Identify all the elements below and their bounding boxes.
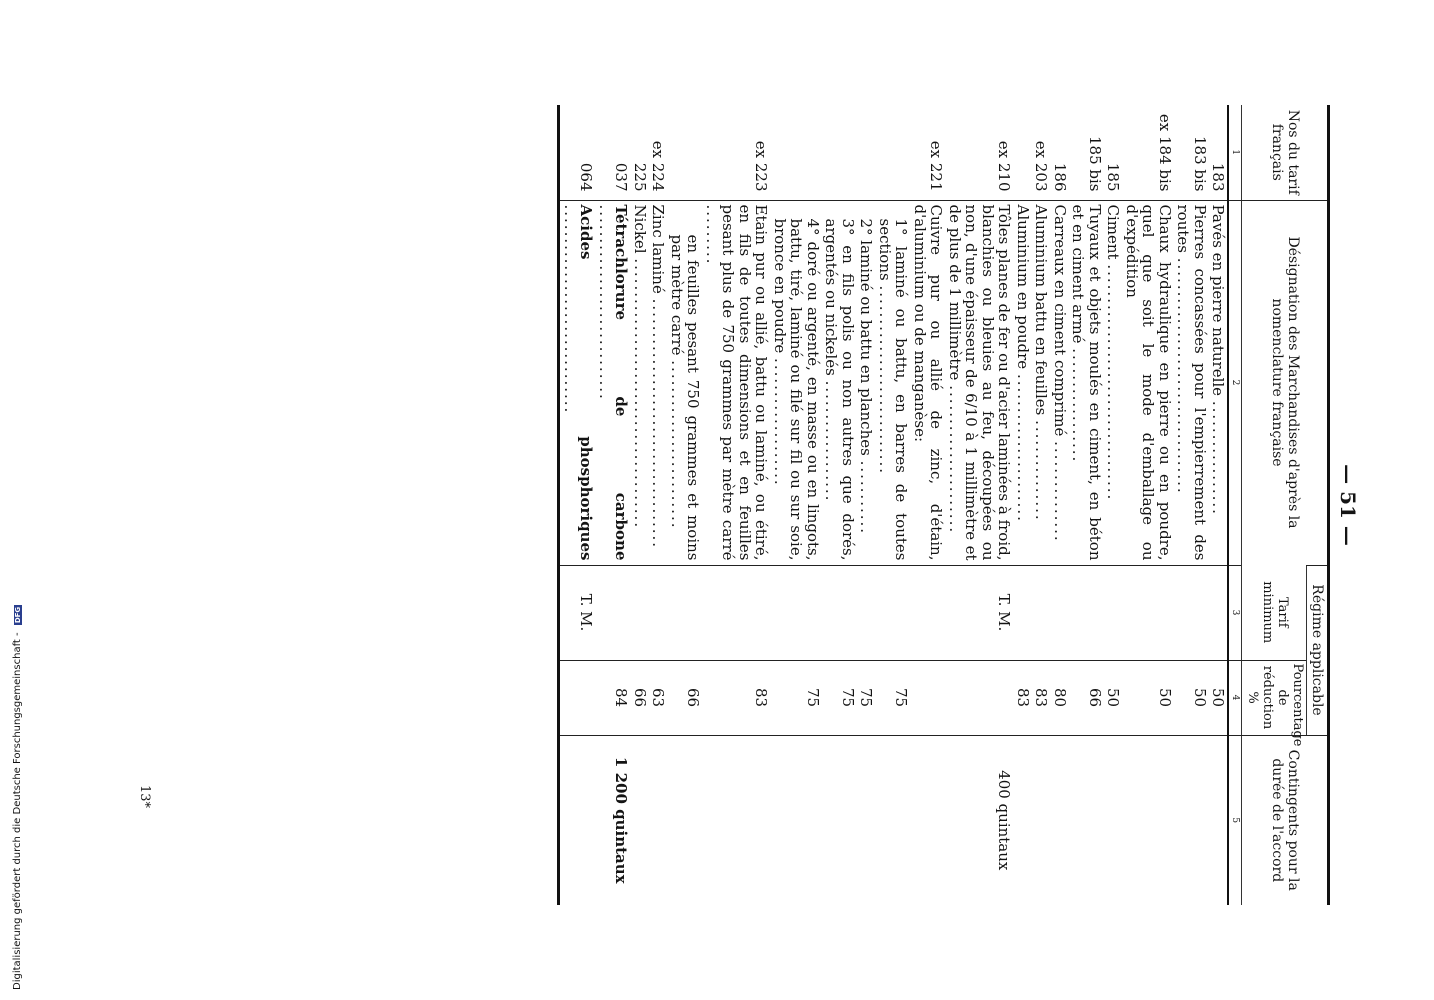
tarif-minimum-cell — [822, 565, 857, 660]
tarif-minimum-cell — [702, 565, 770, 660]
reduction-cell: 84 — [595, 660, 630, 735]
reduction-cell: 75 — [822, 660, 857, 735]
dot-leader: ................................... — [1104, 264, 1123, 502]
reduction-cell: 83 — [702, 660, 770, 735]
dot-leader: ................... — [770, 358, 789, 487]
reduction-cell: 50 — [1209, 660, 1229, 735]
designation-text: Tétrachlorure de carbone — [612, 204, 631, 561]
designation-cell — [1013, 200, 1032, 565]
designation-cell — [1069, 200, 1104, 565]
contingent-cell — [1104, 735, 1123, 905]
tarif-number-cell: ex 224 — [649, 140, 668, 192]
dot-leader: ...................... — [1013, 373, 1032, 523]
column-number: 5 — [1228, 735, 1242, 905]
designation-cell — [1032, 200, 1051, 565]
table-row — [595, 105, 630, 905]
designation-cell — [559, 200, 596, 565]
reduction-cell: 75 — [875, 660, 910, 735]
table-row — [630, 105, 649, 905]
designation-cell — [1174, 200, 1209, 565]
table-row — [770, 105, 822, 905]
designation-text: Cuivre pur ou allié de zinc, d'étain, d'aluminium ou de manganèse: — [910, 204, 946, 561]
dot-leader: ................................... — [1174, 257, 1193, 495]
designation-text: Zinc laminé — [649, 204, 668, 294]
designation-cell — [667, 200, 702, 565]
designation-cell — [1104, 200, 1123, 565]
tarif-number-cell — [822, 105, 857, 200]
designation-text: Etain pur ou allié, battu ou laminé, ou étiré, en fils de toutes dimensions et en feuilles pesant plus de 750 grammes par mètre carré — [719, 204, 771, 561]
reduction-cell — [559, 660, 596, 735]
tarif-number-cell: 183 — [1209, 105, 1229, 200]
dot-leader: ................. — [1069, 348, 1088, 464]
table-row — [1122, 105, 1174, 905]
designation-text: 3° en fils polis ou non autres que dorés, argentés ou nickelés — [822, 218, 857, 561]
tarif-number-cell: ex 223 — [752, 140, 771, 192]
table-row — [1032, 105, 1051, 905]
dot-leader: ........................................ — [630, 258, 649, 530]
table-row — [702, 105, 770, 905]
designation-cell — [649, 200, 668, 565]
contingent-cell — [857, 735, 876, 905]
tarif-number-cell: ex 221 — [927, 140, 946, 192]
reduction-cell: 50 — [1104, 660, 1123, 735]
column-number: 2 — [1228, 200, 1242, 565]
tarif-number-cell: 225 — [630, 162, 649, 192]
tarif-minimum-cell — [595, 565, 630, 660]
header-tarif-number: Nos du tarif français — [1242, 105, 1329, 200]
rotated-page — [100, 95, 1360, 915]
tarif-number-cell — [1013, 105, 1032, 200]
tariff-table — [557, 105, 1330, 905]
designation-text: Pierres concassées pour l'empierrement des routes — [1174, 204, 1209, 561]
dot-leader: ..................................... — [649, 298, 668, 550]
tarif-minimum-cell — [1209, 565, 1229, 660]
tarif-number-cell: 183 bis — [1190, 136, 1209, 192]
contingent-cell — [1032, 735, 1051, 905]
reduction-cell: 63 — [649, 660, 668, 735]
table-row — [1050, 105, 1069, 905]
header-designation: Désignation des Marchandises d'après la nomenclature française — [1242, 200, 1329, 565]
designation-text: 2° laminé ou battu en planches — [857, 218, 876, 456]
designation-text: en feuilles pesant 750 grammes et moins par mètre carré — [667, 234, 703, 561]
tarif-number-cell: ex 203 — [1032, 140, 1051, 192]
table-row — [667, 105, 702, 905]
tarif-minimum-cell — [667, 565, 702, 660]
reduction-cell: 83 — [1013, 660, 1032, 735]
designation-text: Tôles planes de fer ou d'acier laminées à froid, blanchies ou bleuies au feu, découpées ou non, d'une épaisseur de 6/10 à 1 millimètre et de plus de 1 millimètre — [945, 204, 1014, 561]
table-row — [1069, 105, 1104, 905]
designation-cell — [1209, 200, 1229, 565]
reduction-cell: 50 — [1174, 660, 1209, 735]
contingent-cell — [822, 735, 857, 905]
tarif-number-cell: 064 — [559, 105, 596, 200]
reduction-cell: 83 — [1032, 660, 1051, 735]
designation-text: Tuyaux et objets moulés en ciment, en béton et en ciment armé — [1069, 204, 1104, 561]
table-row — [649, 105, 668, 905]
table-row — [910, 105, 945, 905]
tarif-minimum-cell — [910, 565, 945, 660]
header-contingents: Contingents pour la durée de l'accord — [1242, 735, 1329, 905]
table-row — [559, 105, 596, 905]
column-number: 1 — [1228, 105, 1242, 200]
designation-text: 4° doré ou argenté, en masse ou en lingots, battu, tiré, laminé ou filé sur fil ou sur soie, bronce en poudre — [770, 218, 822, 561]
table-body — [559, 105, 1229, 905]
designation-cell — [1050, 200, 1069, 565]
table-row — [1209, 105, 1229, 905]
reduction-cell: 66 — [667, 660, 702, 735]
tarif-minimum-cell — [1122, 565, 1174, 660]
dot-leader: ...................... — [945, 385, 964, 535]
designation-cell — [630, 200, 649, 565]
table-row — [1104, 105, 1123, 905]
contingent-cell — [1050, 735, 1069, 905]
tarif-number-cell: ex 210 — [995, 140, 1014, 192]
reduction-cell: 50 — [1122, 660, 1174, 735]
tarif-number-cell — [857, 105, 876, 200]
footnote: 13* — [137, 785, 152, 809]
designation-cell — [1122, 200, 1174, 565]
designation-cell — [822, 200, 857, 565]
tarif-number-cell — [667, 105, 702, 200]
tarif-minimum-cell — [630, 565, 649, 660]
dot-leader: ........... — [857, 460, 876, 536]
digitization-note-text: Digitalisierung gefördert durch die Deutsche Forschungsgemeinschaft - — [12, 632, 23, 990]
designation-text: Acides phosphoriques — [577, 204, 596, 561]
tarif-minimum-cell: T. M. — [945, 565, 1013, 660]
reduction-cell — [945, 660, 1013, 735]
contingent-cell — [1122, 735, 1174, 905]
designation-cell — [857, 200, 876, 565]
designation-cell — [595, 200, 630, 565]
table-row — [822, 105, 857, 905]
designation-text: Carreaux en ciment comprimé — [1050, 204, 1069, 437]
dot-leader: ............................. — [595, 204, 614, 401]
reduction-cell: 66 — [1069, 660, 1104, 735]
dot-leader: ............... — [1032, 420, 1051, 522]
contingent-cell — [630, 735, 649, 905]
tarif-number-cell: 185 — [1104, 162, 1123, 192]
tarif-number-cell: 185 bis — [1085, 136, 1104, 192]
designation-cell — [875, 200, 910, 565]
tarif-number-cell: 186 — [1050, 162, 1069, 192]
dot-leader: ......................... — [667, 360, 686, 530]
tarif-minimum-cell: T. M. — [559, 565, 596, 660]
designation-text: Pavés en pierre naturelle — [1209, 204, 1228, 397]
designation-text: Chaux hydraulique en pierre ou en poudre, quel que soit le mode d'emballage ou d'expédition — [1122, 204, 1174, 561]
reduction-cell: 75 — [770, 660, 822, 735]
contingent-cell — [1209, 735, 1229, 905]
designation-cell — [770, 200, 822, 565]
header-tarif-minimum: Tarif minimum — [1242, 565, 1307, 660]
reduction-cell: 75 — [857, 660, 876, 735]
column-number: 3 — [1228, 565, 1242, 660]
dot-leader: ............................... — [560, 204, 579, 415]
dot-leader: ............................ — [875, 285, 894, 475]
table-header — [1228, 105, 1328, 905]
tarif-number-cell: ex 184 bis — [1155, 113, 1174, 192]
designation-text: Nickel — [630, 204, 649, 254]
contingent-cell — [667, 735, 702, 905]
contingent-cell: 400 quintaux — [945, 735, 1013, 905]
table-row — [1174, 105, 1209, 905]
header-regime: Régime applicable — [1306, 565, 1328, 735]
digitization-note — [0, 0, 22, 1000]
designation-text: Ciment — [1104, 204, 1123, 260]
contingent-cell — [1174, 735, 1209, 905]
reduction-cell: 66 — [630, 660, 649, 735]
tarif-minimum-cell — [1032, 565, 1051, 660]
contingent-cell — [910, 735, 945, 905]
table-row — [945, 105, 1013, 905]
dot-leader: ................. — [1209, 400, 1228, 516]
designation-text: Aluminium battu en feuilles — [1032, 204, 1051, 416]
tarif-minimum-cell — [1174, 565, 1209, 660]
column-number: 4 — [1228, 660, 1242, 735]
reduction-cell — [910, 660, 945, 735]
dfg-logo: DFG — [14, 606, 22, 624]
tarif-minimum-cell — [1050, 565, 1069, 660]
tarif-number-cell — [875, 105, 910, 200]
table-row — [1013, 105, 1032, 905]
dot-leader: ......... — [702, 204, 721, 266]
tarif-number-cell — [770, 105, 822, 200]
reduction-cell: 80 — [1050, 660, 1069, 735]
table-row — [857, 105, 876, 905]
contingent-cell — [559, 735, 596, 905]
tarif-minimum-cell — [649, 565, 668, 660]
header-reduction: Pourcentage de réduction % — [1242, 660, 1307, 735]
tarif-number-cell: 037 — [612, 162, 631, 192]
designation-cell — [910, 200, 945, 565]
designation-text: 1° laminé ou battu, en barres de toutes sections — [875, 218, 911, 561]
contingent-cell — [1069, 735, 1104, 905]
contingent-cell — [875, 735, 910, 905]
dot-leader: ............... — [1050, 441, 1069, 543]
contingent-cell: 1 200 quintaux — [595, 735, 630, 905]
dot-leader: .................. — [822, 380, 841, 503]
contingent-cell — [1013, 735, 1032, 905]
contingent-cell — [770, 735, 822, 905]
tarif-minimum-cell — [875, 565, 910, 660]
page-number: — 51 — — [1336, 464, 1360, 546]
designation-cell — [702, 200, 770, 565]
contingent-cell — [649, 735, 668, 905]
tarif-minimum-cell — [770, 565, 822, 660]
table-row — [875, 105, 910, 905]
designation-cell — [945, 200, 1013, 565]
tarif-minimum-cell — [1069, 565, 1104, 660]
contingent-cell — [702, 735, 770, 905]
designation-text: Aluminium en poudre — [1013, 204, 1032, 370]
tarif-minimum-cell — [1013, 565, 1032, 660]
tarif-minimum-cell — [857, 565, 876, 660]
tarif-minimum-cell — [1104, 565, 1123, 660]
